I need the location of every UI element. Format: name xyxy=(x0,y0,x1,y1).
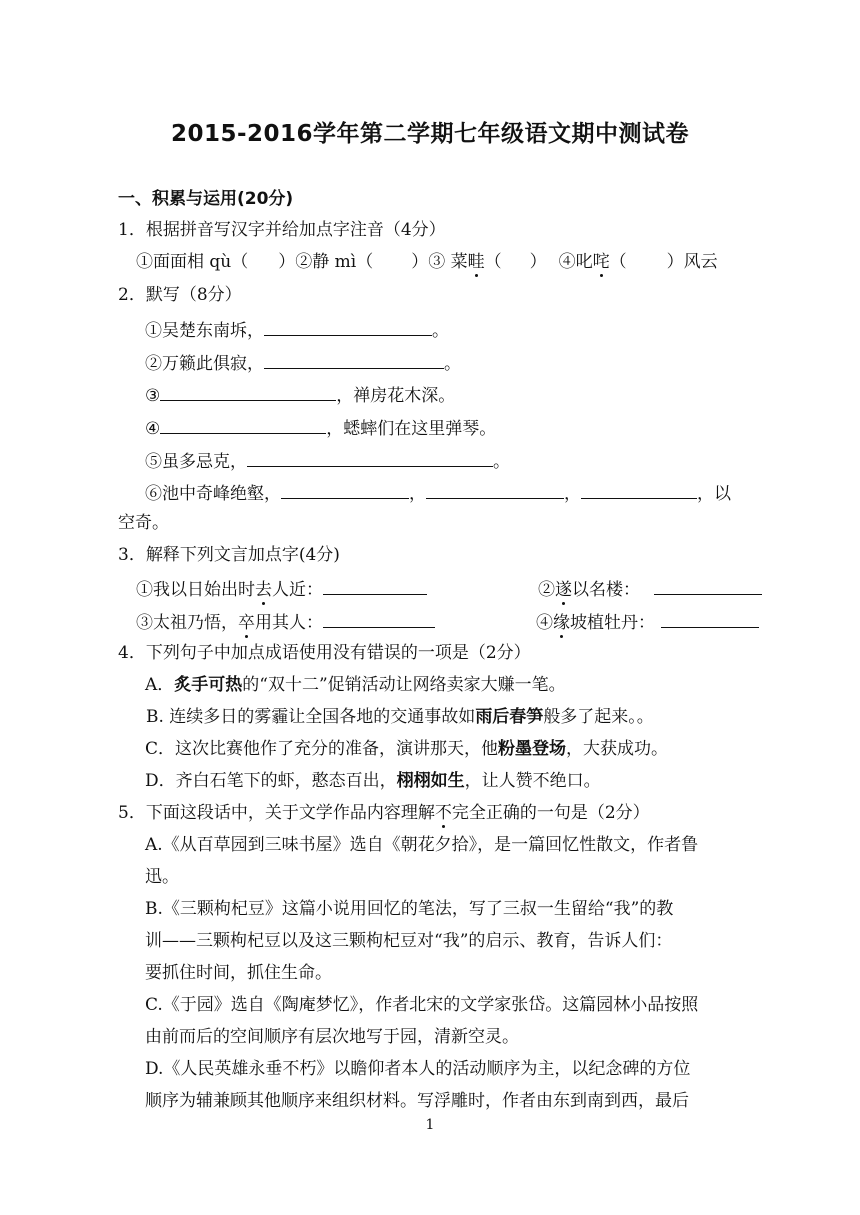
q4-option-c: C．这次比赛他作了充分的准备，演讲那天，他粉墨登场，大获成功。 xyxy=(145,739,669,759)
q2-line-1: ①吴楚东南坼， 。 xyxy=(145,317,449,342)
answer-blank[interactable] xyxy=(160,382,336,401)
q5-option-d-1: D.《人民英雄永垂不朽》以瞻仰者本人的活动顺序为主，以纪念碑的方位 xyxy=(145,1059,691,1079)
q3-stem: 3．解释下列文言加点字(4分) xyxy=(118,545,340,565)
answer-blank[interactable] xyxy=(264,350,444,369)
q5-option-b-1: B.《三颗枸杞豆》这篇小说用回忆的笔法，写了三叔一生留给“我”的教 xyxy=(145,899,674,919)
q3-item-1: ①我以日始出时去人近： xyxy=(136,576,427,601)
q3-item-3: ③太祖乃悟，卒用其人： xyxy=(136,609,435,634)
q4-option-b: B. 连续多日的雾霾让全国各地的交通事故如雨后春笋般多了起来。。 xyxy=(146,707,654,727)
q5-option-a-2: 迅。 xyxy=(145,867,179,887)
answer-blank[interactable] xyxy=(661,609,759,628)
q5-option-c-1: C.《于园》选自《陶庵梦忆》，作者北宋的文学家张岱。这篇园林小品按照 xyxy=(145,995,699,1015)
idiom-bold: 炙手可热 xyxy=(174,675,243,695)
q4-stem: 4．下列句子中加点成语使用没有错误的一项是（2分） xyxy=(118,643,531,663)
answer-blank[interactable] xyxy=(247,448,493,467)
dotted-char: 咤 xyxy=(592,252,610,272)
section-heading: 一、积累与运用(20分) xyxy=(118,189,294,209)
q4-option-a: A．炙手可热的“双十二”促销活动让网络卖家大赚一笔。 xyxy=(145,675,566,695)
q4-option-d: D．齐白石笔下的虾，憨态百出，栩栩如生，让人赞不绝口。 xyxy=(145,771,601,791)
q1-items: ①面面相 qù（ ）②静 mì（ ）③ 菜畦（ ） ④叱咤（ ）风云 xyxy=(136,252,718,272)
q5-option-c-2: 由前而后的空间顺序有层次地写于园，清新空灵。 xyxy=(145,1027,519,1047)
q2-line-6-cont: 空奇。 xyxy=(118,513,169,533)
q1-stem: 1．根据拼音写汉字并给加点字注音（4分） xyxy=(118,220,446,240)
answer-blank[interactable] xyxy=(281,480,409,499)
q5-option-b-3: 要抓住时间，抓住生命。 xyxy=(145,963,332,983)
answer-blank[interactable] xyxy=(323,609,435,628)
exam-title: 2015-2016学年第二学期七年级语文期中测试卷 xyxy=(170,121,690,147)
answer-blank[interactable] xyxy=(323,576,427,595)
q5-stem: 5．下面这段话中，关于文学作品内容理解不完全正确的一句是（2分） xyxy=(118,803,650,823)
page-number: 1 xyxy=(425,1117,435,1133)
q5-option-a-1: A.《从百草园到三味书屋》选自《朝花夕拾》，是一篇回忆性散文，作者鲁 xyxy=(145,835,699,855)
answer-blank[interactable] xyxy=(426,480,564,499)
q3-item-2: ②遂以名楼： xyxy=(538,576,762,601)
answer-blank[interactable] xyxy=(264,317,432,336)
q2-stem: 2．默写（8分） xyxy=(118,285,242,305)
q2-line-5: ⑤虽多忌克， 。 xyxy=(145,448,510,473)
idiom-bold: 栩栩如生 xyxy=(396,771,465,791)
q2-line-3: ③ ，禅房花木深。 xyxy=(145,382,455,407)
q2-line-4: ④ ，蟋蟀们在这里弹琴。 xyxy=(145,415,496,440)
idiom-bold: 粉墨登场 xyxy=(498,739,567,759)
answer-blank[interactable] xyxy=(160,415,326,434)
answer-blank[interactable] xyxy=(581,480,697,499)
q3-item-4: ④缘坡植牡丹： xyxy=(536,609,759,634)
q5-option-b-2: 训——三颗枸杞豆以及这三颗枸杞豆对“我”的启示、教育，告诉人们： xyxy=(145,931,673,951)
q2-line-2: ②万籁此俱寂， 。 xyxy=(145,350,461,375)
idiom-bold: 雨后春笋 xyxy=(475,707,544,727)
q5-option-d-2: 顺序为辅兼顾其他顺序来组织材料。写浮雕时，作者由东到南到西，最后 xyxy=(145,1091,689,1111)
dotted-char: 畦 xyxy=(467,252,485,272)
answer-blank[interactable] xyxy=(654,576,762,595)
q2-line-6: ⑥池中奇峰绝壑， ， ， ，以 xyxy=(145,480,731,505)
